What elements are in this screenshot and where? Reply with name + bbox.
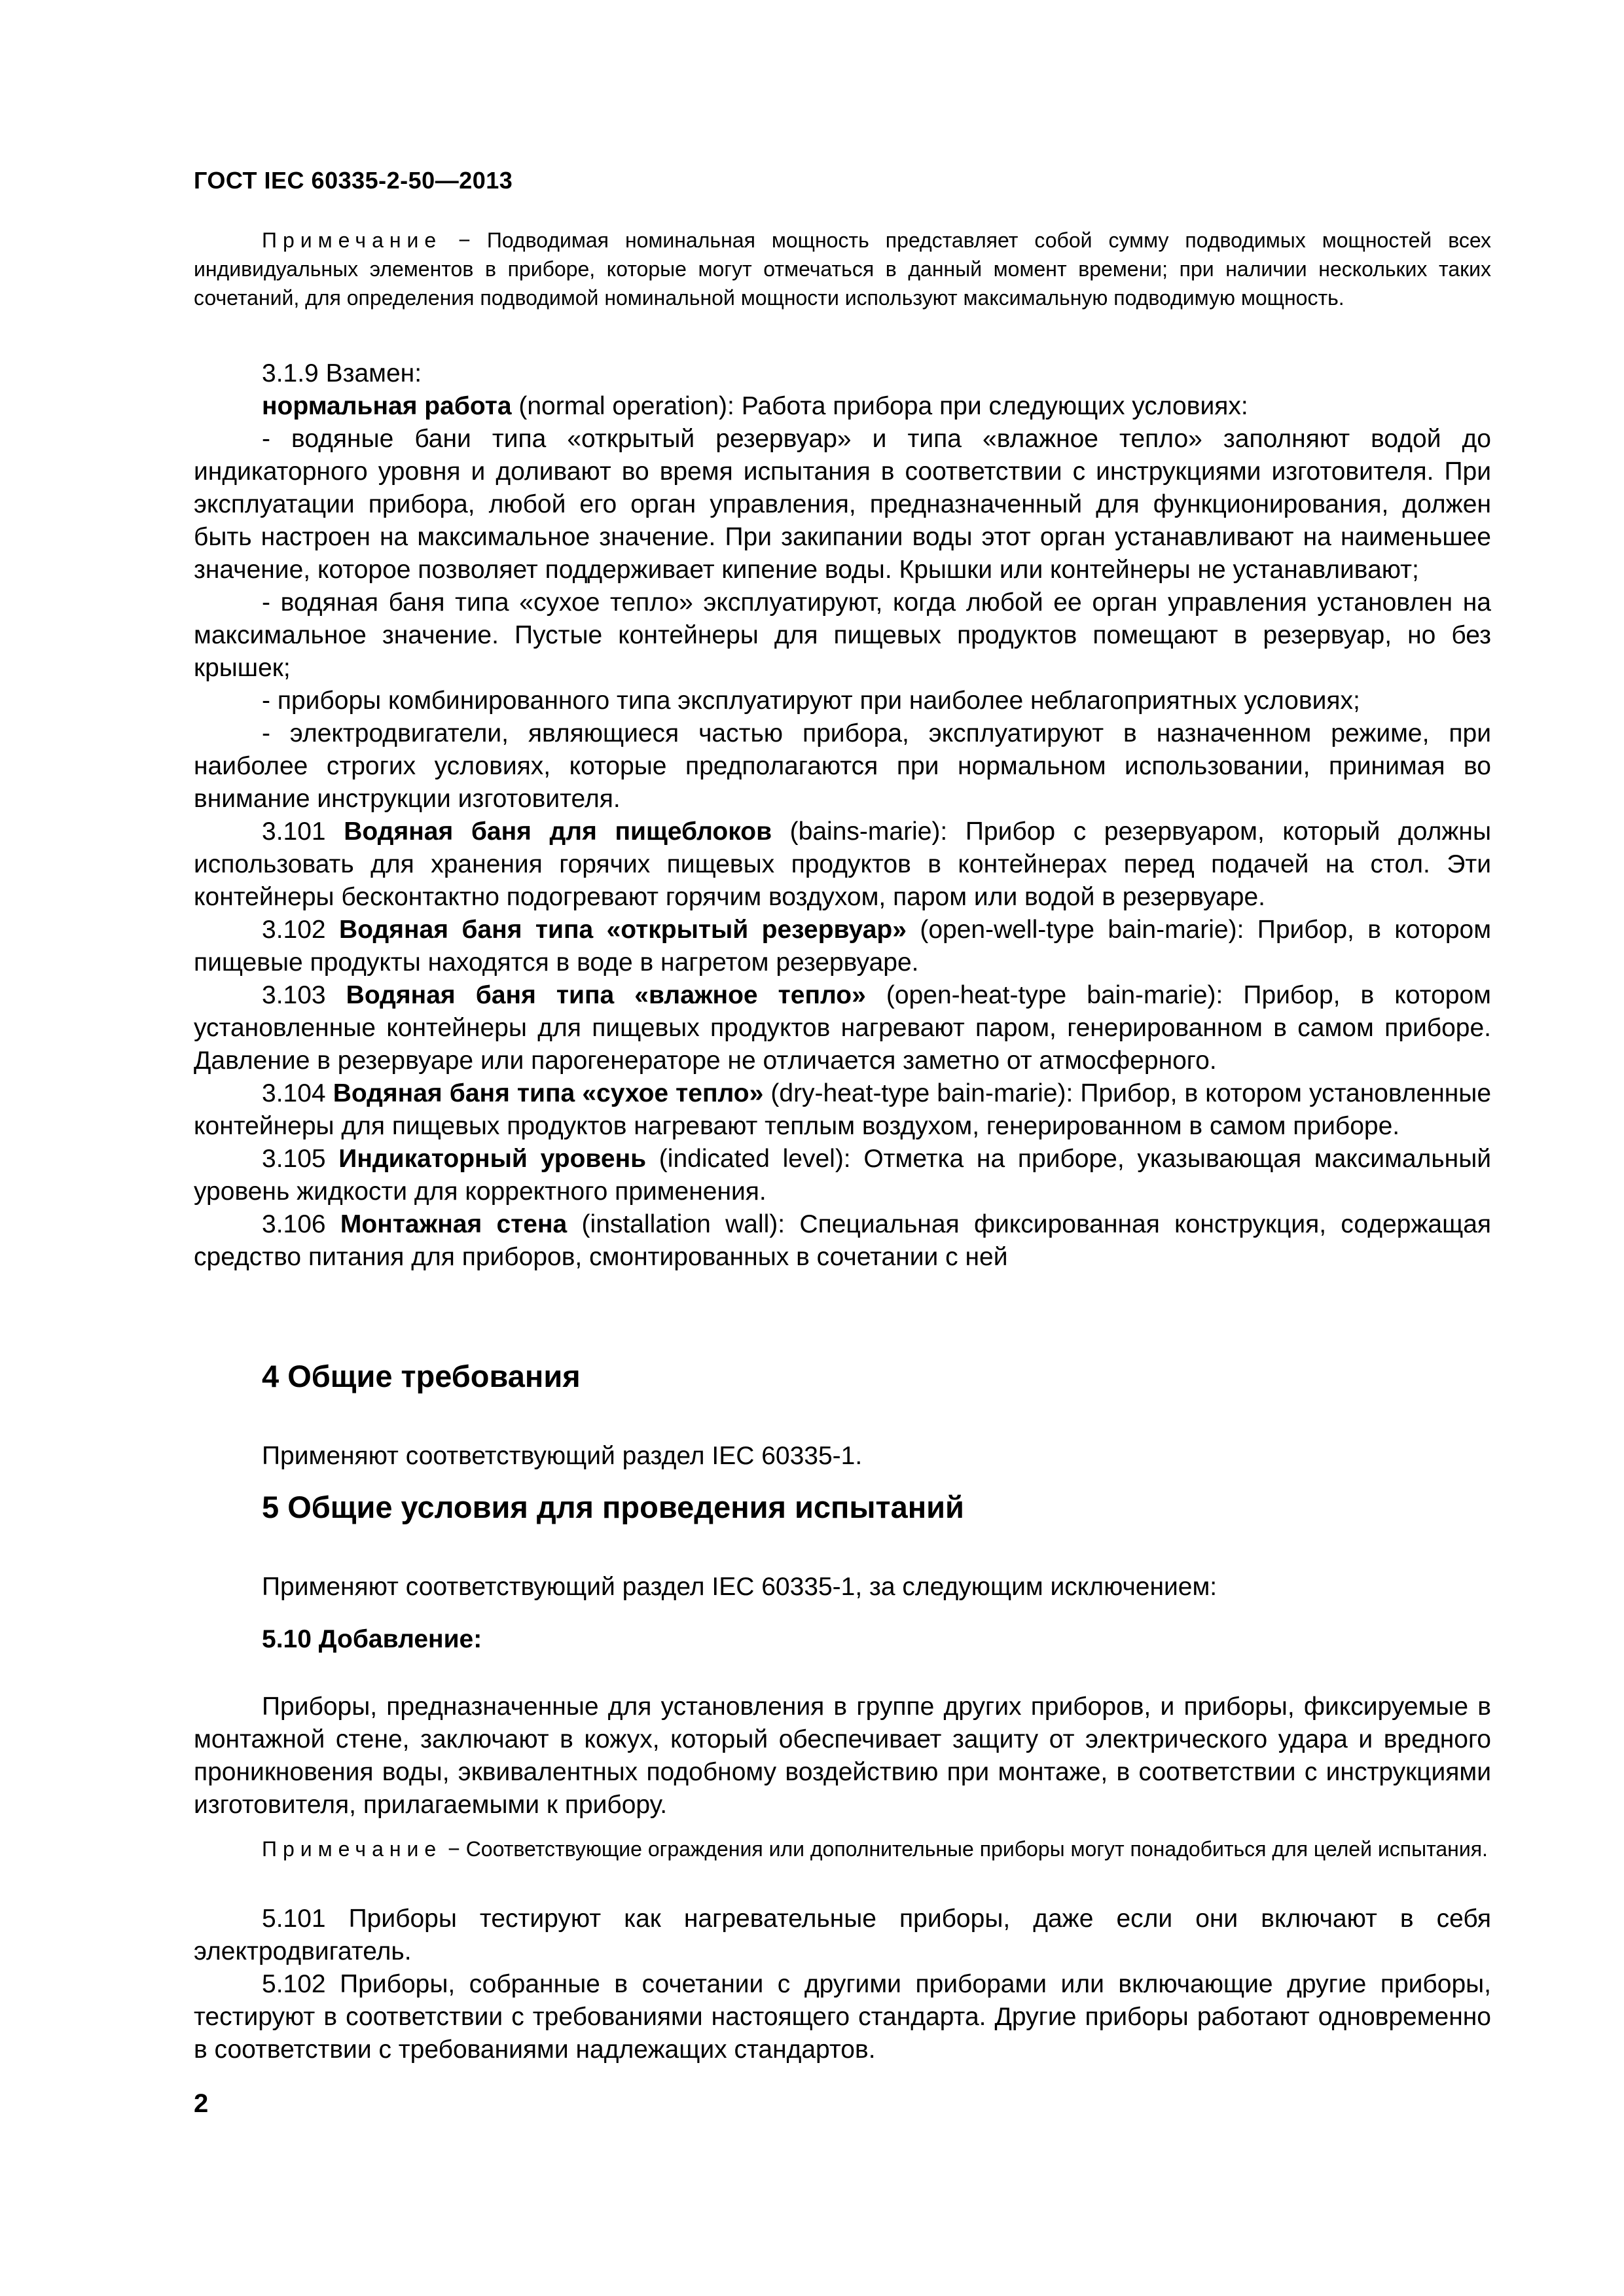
def-text: (open-well-type bain-marie): Прибор, в котором пищевые продукты находятся в воде в нагретом резервуаре. — [194, 916, 1492, 977]
term: нормальная работа — [262, 392, 512, 420]
section-4-body — [194, 1440, 1491, 1473]
def-number: 3.101 — [262, 817, 344, 846]
note-testing — [194, 1835, 1491, 1863]
definition-3-104 — [194, 1077, 1491, 1143]
term: Индикаторный уровень — [338, 1145, 647, 1173]
clause-5-101: 5.101 Приборы тестируют как нагревательные приборы, даже если они включают в себя электродвигатель. — [194, 1905, 1491, 1965]
list-item: - приборы комбинированного типа эксплуатируют при наиболее неблагоприятных условиях; — [262, 687, 1360, 715]
section-4-title: 4 Общие требования — [262, 1359, 581, 1393]
section-5-title: 5 Общие условия для проведения испытаний — [262, 1490, 964, 1524]
def-number: 3.105 — [262, 1145, 339, 1173]
definition-3-102 — [194, 914, 1491, 979]
list-item: - водяные бани типа «открытый резервуар» и типа «влажное тепло» заполняют водой до индикаторного уровня и доливают во время испытания в соответствии с инструкциями изготовителя. При эксплуатации прибора, любой его орган управления, предназначенный для функционирования, должен быть настроен на максимальное значение. При закипании воды этот орган устанавливают на наименьшее значение, которое позволяет поддерживает кипение воды. Крышки или контейнеры не устанавливают; — [194, 425, 1491, 584]
note-label: Примечание — [262, 228, 442, 252]
term-definition: (normal operation): Работа прибора при следующих условиях: — [511, 392, 1248, 420]
clause-intro: 3.1.9 Взамен: — [262, 359, 422, 387]
clause-3-1-9 — [194, 357, 1491, 1274]
def-text: (open-heat-type bain-marie): Прибор, в котором установленные контейнеры для пищевых продуктов нагревают паром, генерированном в самом приборе. Давление в резервуаре или парогенераторе не отличается заметно от атмосферного. — [194, 981, 1491, 1075]
term: Водяная баня типа «сухое тепло» — [333, 1079, 764, 1107]
section-5-body — [194, 1571, 1491, 1604]
def-text: (indicated level): Отметка на приборе, указывающая максимальный уровень жидкости для корректного применения. — [194, 1145, 1492, 1206]
term: Водяная баня для пищеблоков — [344, 817, 772, 846]
def-text: (dry-heat-type bain-marie): Прибор, в котором установленные контейнеры для пищевых продуктов нагревают теплым воздухом, генерированном в самом приборе. — [194, 1079, 1492, 1140]
section-4-text: Применяют соответствующий раздел IEC 60335-1. — [262, 1442, 863, 1470]
def-number: 3.103 — [262, 981, 346, 1009]
clause-5-102: 5.102 Приборы, собранные в сочетании с другими приборами или включающие другие приборы, тестируют в соответствии с требованиями настоящего стандарта. Другие приборы работают одновременно в соответствии с требованиями надлежащих стандартов. — [194, 1970, 1491, 2064]
definition-3-103 — [194, 979, 1491, 1077]
subsection-text: Приборы, предназначенные для установления в группе других приборов, и приборы, фиксируемые в монтажной стене, заключают в кожух, который обеспечивает защиту от электрического удара и вредного проникновения воды, эквивалентных подобному воздействию при монтаже, в соответствии с инструкциями изготовителя, прилагаемыми к прибору. — [194, 1693, 1491, 1819]
clauses-5-101-5-102 — [194, 1903, 1491, 2066]
term: Монтажная стена — [340, 1210, 568, 1238]
def-text: (bains-marie): Прибор с резервуаром, который должны использовать для хранения горячих пищевых продуктов в контейнерах перед подачей на стол. Эти контейнеры бесконтактно подогревают горячим воздухом, паром или водой в резервуаре. — [194, 817, 1491, 911]
note-paragraph — [194, 1835, 1491, 1863]
subsection-5-10 — [194, 1625, 1491, 1654]
definition-3-106 — [194, 1208, 1491, 1274]
note-general — [194, 226, 1491, 312]
note-paragraph — [194, 226, 1491, 312]
subsection-5-10-body — [194, 1691, 1491, 1821]
list-item: - водяная баня типа «сухое тепло» эксплуатируют, когда любой ее орган управления установлен на максимальное значение. Пустые контейнеры для пищевых продуктов помещают в резервуар, но без крышек; — [194, 588, 1491, 682]
clause-definition — [194, 390, 1491, 423]
subsection-title: 5.10 Добавление: — [262, 1625, 482, 1653]
list-item: - электродвигатели, являющиеся частью прибора, эксплуатируют в назначенном режиме, при наиболее строгих условиях, которые предполагаются при нормальном использовании, принимая во внимание инструкции изготовителя. — [194, 719, 1491, 813]
page-number: 2 — [194, 2089, 209, 2118]
term: Водяная баня типа «влажное тепло» — [346, 981, 866, 1009]
note-label: Примечание — [262, 1837, 442, 1861]
note-text: − Подводимая номинальная мощность представляет собой сумму подводимых мощностей всех индивидуальных элементов в приборе, которые могут отмечаться в данный момент времени; при наличии нескольких таких сочетаний, для определения подводимой номинальной мощности используют максимальную подводимую мощность. — [194, 228, 1491, 310]
def-number: 3.106 — [262, 1210, 340, 1238]
def-number: 3.102 — [262, 916, 339, 944]
def-number: 3.104 — [262, 1079, 333, 1107]
definition-3-101 — [194, 816, 1491, 914]
note-text: − Соответствующие ограждения или дополнительные приборы могут понадобиться для целей испытания. — [442, 1837, 1488, 1861]
section-5-text: Применяют соответствующий раздел IEC 60335-1, за следующим исключением: — [262, 1573, 1218, 1601]
term: Водяная баня типа «открытый резервуар» — [339, 916, 907, 944]
document-header: ГОСТ IEC 60335-2-50—2013 — [194, 167, 513, 194]
def-text: (installation wall): Специальная фиксированная конструкция, содержащая средство питания для приборов, смонтированных в сочетании с ней — [194, 1210, 1491, 1271]
definition-3-105 — [194, 1143, 1491, 1208]
